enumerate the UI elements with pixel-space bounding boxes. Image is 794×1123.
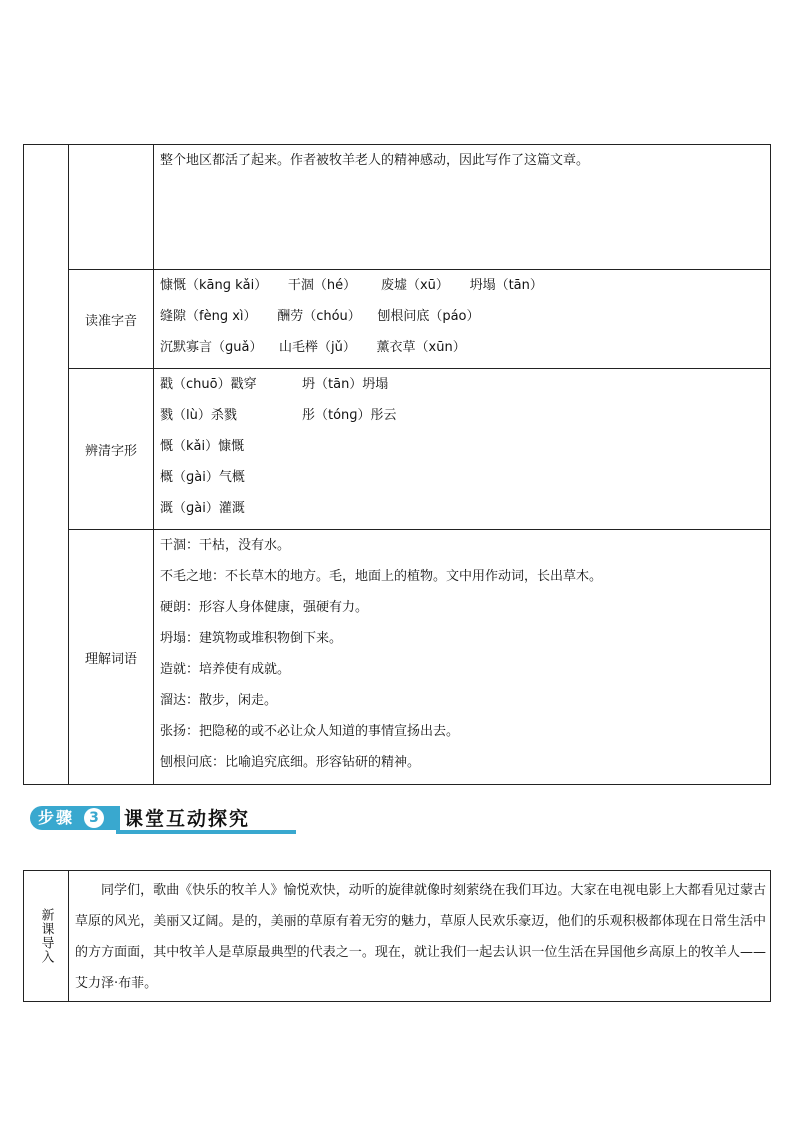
char-item: 概（ɡài）气概 — [160, 470, 245, 485]
read-content — [154, 270, 771, 369]
distinguish-label: 辨清字形 — [69, 369, 154, 530]
char-item: 溉（ɡài）灌溉 — [160, 501, 245, 516]
step-number: 3 — [84, 808, 104, 828]
step-badge-text: 步骤 — [38, 808, 75, 827]
pinyin-item: 坍塌（tān） — [469, 278, 543, 293]
pinyin-item: 薰衣草（xūn） — [376, 340, 466, 355]
read-line — [160, 336, 770, 367]
word-definition: 溜达：散步，闲走。 — [160, 693, 278, 708]
new-lesson-text: 同学们，歌曲《快乐的牧羊人》愉悦欢快，动听的旋律就像时刻萦绕在我们耳边。大家在电视电影上大都看见过蒙古草原的风光，美丽又辽阔。是的，美丽的草原有着无穷的魅力，草原人民欢乐豪迈，他们的乐观积极都体现在日常生活中的方方面面，其中牧羊人是草原最典型的代表之一。现在，就让我们一起去认识一位生活在异国他乡高原上的牧羊人——艾力泽·布菲。 — [69, 871, 771, 1002]
left-blank-cell — [24, 145, 69, 785]
pinyin-item: 刨根问底（páo） — [377, 309, 480, 324]
word-definition: 造就：培养使有成就。 — [160, 662, 291, 677]
word-definition: 刨根问底：比喻追究底细。形容钻研的精神。 — [160, 755, 421, 770]
char-item: 慨（kǎi）慷慨 — [160, 439, 245, 454]
word-definition: 坍塌：建筑物或堆积物倒下来。 — [160, 631, 343, 646]
pinyin-item: 沉默寡言（ɡuǎ） — [160, 340, 263, 355]
step-header — [30, 802, 270, 832]
pinyin-item: 废墟（xū） — [380, 278, 449, 293]
word-definition: 不毛之地：不长草木的地方。毛，地面上的植物。文中用作动词，长出草木。 — [160, 569, 603, 584]
new-lesson-label: 新课导入 — [38, 908, 54, 964]
step-title: 课堂互动探究 — [124, 808, 251, 830]
char-item: 彤（tónɡ）彤云 — [302, 408, 397, 423]
step-badge — [30, 806, 120, 830]
distinguish-line — [160, 466, 770, 497]
char-item: 戳（chuō）戳穿 — [160, 377, 257, 392]
word-definition: 干涸：干枯，没有水。 — [160, 538, 291, 553]
blank-label-cell — [69, 145, 154, 270]
char-item: 坍（tān）坍塌 — [302, 377, 389, 392]
pinyin-item: 缝隙（fènɡ xì） — [160, 309, 257, 324]
read-label: 读准字音 — [69, 270, 154, 369]
distinguish-line — [160, 435, 770, 466]
pinyin-item: 干涸（hé） — [287, 278, 357, 293]
read-line — [160, 274, 770, 305]
vocabulary-table — [23, 144, 771, 785]
intro-continuation-text: 整个地区都活了起来。作者被牧羊老人的精神感动，因此写作了这篇文章。 — [160, 153, 590, 168]
distinguish-line — [160, 497, 770, 528]
distinguish-line — [160, 404, 770, 435]
distinguish-content — [154, 369, 771, 530]
word-definition: 硬朗：形容人身体健康，强硬有力。 — [160, 600, 369, 615]
words-content — [154, 530, 771, 785]
new-lesson-table — [23, 870, 771, 1002]
pinyin-item: 慷慨（kānɡ kǎi） — [160, 278, 268, 293]
pinyin-item: 山毛榉（jǔ） — [279, 340, 356, 355]
new-lesson-label-cell — [24, 871, 69, 1002]
read-line — [160, 305, 770, 336]
words-label: 理解词语 — [69, 530, 154, 785]
pinyin-item: 酬劳（chóu） — [277, 309, 361, 324]
char-item: 戮（lù）杀戮 — [160, 408, 237, 423]
word-definition: 张扬：把隐秘的或不必让众人知道的事情宣扬出去。 — [160, 724, 460, 739]
distinguish-line — [160, 373, 770, 404]
step-underline — [116, 830, 296, 834]
intro-continuation-cell — [154, 145, 771, 270]
